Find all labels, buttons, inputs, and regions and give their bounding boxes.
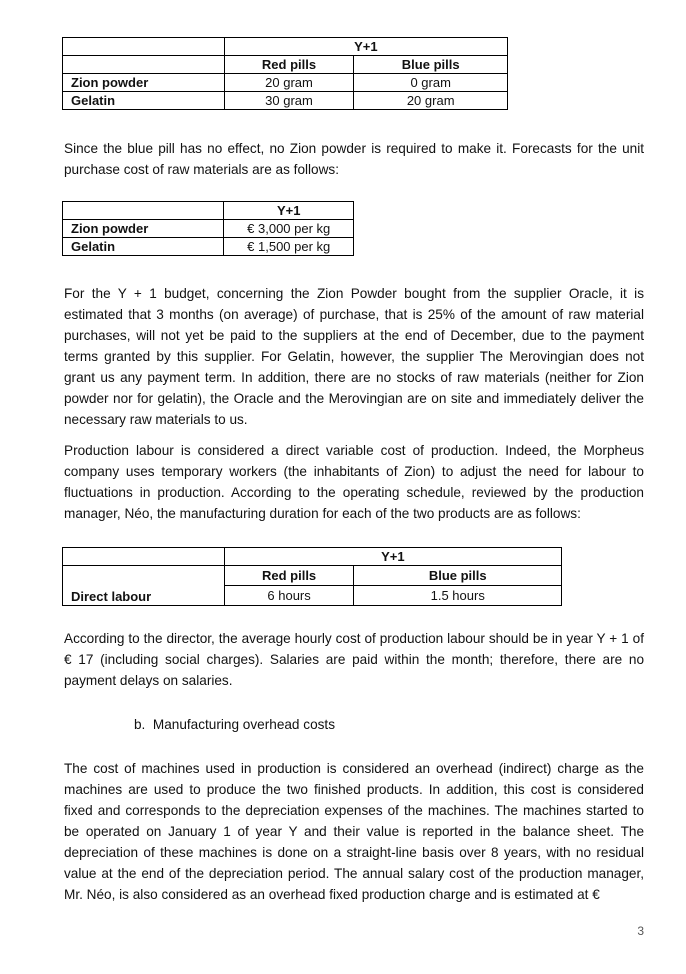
column-red-pills: Red pills [224,56,354,74]
empty-corner-cell [63,548,225,566]
paragraph-overhead-costs: The cost of machines used in production is considered an overhead (indirect) charge as the machines are used to produce the two finished products. In addition, this cost is considered fixed and corresponds to the depreciation expenses of the machines. The machines started to be operated on January 1 of year Y and their value is reported in the balance sheet. The depreciation of these machines is done on a straight-line basis over 8 years, with no residual value at the end of the depreciation period. The annual salary cost of the production manager, Mr. Néo, is also considered as an overhead fixed production charge and is estimated at € [64,761,644,902]
blue-value: 1.5 hours [430,588,485,603]
blue-value: 20 gram [354,92,508,110]
row-label: Gelatin [63,92,225,110]
paragraph-production-labour: Production labour is considered a direct variable cost of production. Indeed, the Morpheus company uses temporary workers (the inhabitants of Zion) to adjust the need for labour to fluctuations in production. According to the operating schedule, reviewed by the production manager, Néo, the manufacturing duration for each of the two products are as follows: [64,443,644,521]
table-row [63,238,354,256]
raw-material-quantity-table [62,37,508,110]
empty-label-cell [63,56,225,74]
cost-value: € 3,000 per kg [224,220,354,238]
period-header: Y+1 [224,202,354,220]
page-number: 3 [637,924,644,938]
row-label: Gelatin [63,238,224,256]
red-value: 20 gram [224,74,354,92]
column-blue-pills: Blue pills [354,56,508,74]
blue-cell [354,566,562,606]
column-red-pills: Red pills [225,566,354,586]
section-heading: b. Manufacturing overhead costs [134,717,335,732]
cost-value: € 1,500 per kg [224,238,354,256]
red-value: 6 hours [267,588,311,603]
direct-labour-table [62,547,562,606]
table-row [63,74,508,92]
table-header-row [63,202,354,220]
blue-value: 0 gram [354,74,508,92]
red-cell [224,566,354,606]
paragraph-blue-pill-note: Since the blue pill has no effect, no Zion powder is required to make it. Forecasts for the unit purchase cost of raw materials are as follows: [64,141,644,177]
row-label: Direct labour [63,566,225,606]
row-label: Zion powder [63,74,225,92]
table-row [63,92,508,110]
paragraph-supplier-terms: For the Y + 1 budget, concerning the Zion Powder bought from the supplier Oracle, it is estimated that 3 months (on average) of purchase, that is 25% of the amount of raw material purchases, will not yet be paid to the suppliers at the end of December, due to the payment terms granted by this supplier. For Gelatin, however, the supplier The Merovingian does not grant us any payment term. In addition, there are no stocks of raw materials (neither for Zion powder nor for gelatin), the Oracle and the Merovingian are on site and immediately deliver the necessary raw materials to us. [64,286,644,427]
red-value: 30 gram [224,92,354,110]
column-blue-pills: Blue pills [354,566,561,586]
table-header-row [63,38,508,56]
empty-corner-cell [63,202,224,220]
table-row [63,566,562,606]
table-header-row [63,548,562,566]
empty-corner-cell [63,38,225,56]
period-header: Y+1 [224,38,507,56]
table-row [63,220,354,238]
period-header: Y+1 [224,548,561,566]
paragraph-hourly-cost: According to the director, the average hourly cost of production labour should be in year Y + 1 of € 17 (including social charges). Salaries are paid within the month; therefore, there are no payment delays on salaries. [64,631,644,688]
row-label: Zion powder [63,220,224,238]
table-column-row [63,56,508,74]
unit-cost-table [62,201,354,256]
